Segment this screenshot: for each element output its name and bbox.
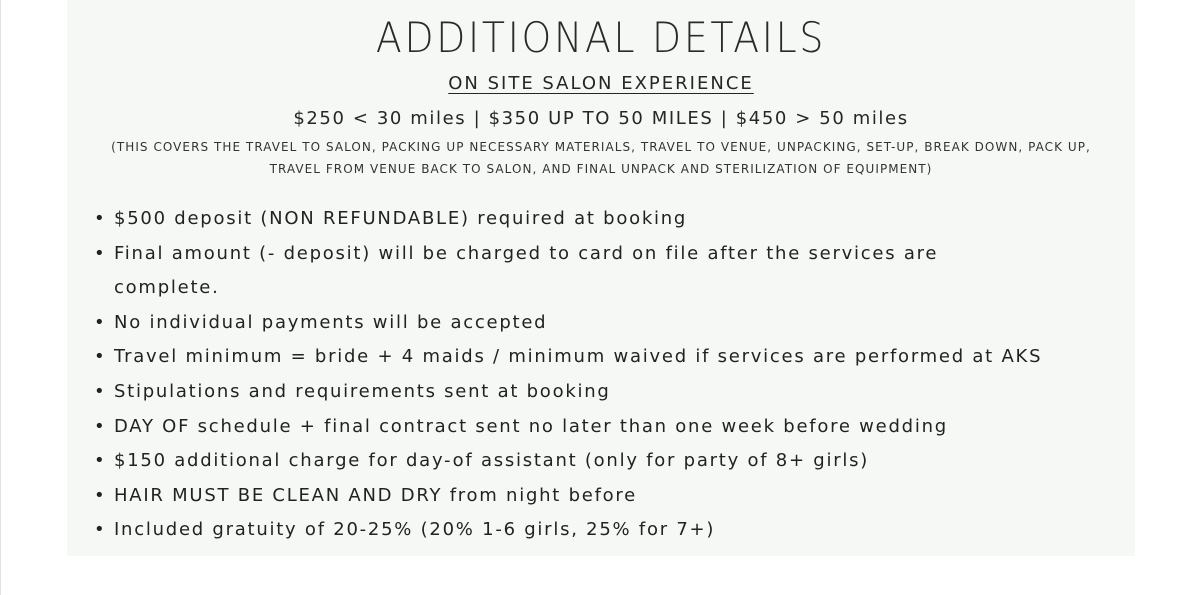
list-item-continuation [91, 271, 1131, 306]
pricing-note-line-1: (THIS COVERS THE TRAVEL TO SALON, PACKING UP NECESSARY MATERIALS, TRAVEL TO VENUE, UNPACKING, SET-UP, BREAK DOWN, PACK UP, [111, 140, 1091, 154]
list-item-text: Included gratuity of 20-25% (20% 1-6 girls, 25% for 7+) [114, 519, 716, 541]
bullet-icon: • [94, 415, 107, 437]
list-item [91, 237, 1131, 272]
details-card [67, 0, 1135, 556]
list-item [91, 479, 1131, 514]
travel-pricing: $250 < 30 miles | $350 UP TO 50 MILES | $450 > 50 miles [293, 108, 909, 129]
bullet-icon: • [94, 484, 107, 506]
pricing-note-line-2: TRAVEL FROM VENUE BACK TO SALON, AND FINAL UNPACK AND STERILIZATION OF EQUIPMENT) [269, 162, 933, 176]
list-item [91, 306, 1131, 341]
bullet-icon: • [94, 380, 107, 402]
list-item-text: $500 deposit (NON REFUNDABLE) required at booking [114, 208, 688, 229]
list-item [91, 410, 1131, 445]
details-list [91, 202, 1131, 548]
list-item-text: HAIR MUST BE CLEAN AND DRY from night before [114, 484, 638, 506]
list-item-text: DAY OF schedule + final contract sent no later than one week before wedding [114, 415, 948, 437]
pricing-note [83, 136, 1119, 180]
list-item-text: Stipulations and requirements sent at booking [114, 380, 611, 402]
bullet-icon: • [94, 242, 107, 264]
list-item-text: Final amount (- deposit) will be charged to card on file after the services are [114, 242, 939, 264]
list-item-text: $150 additional charge for day-of assistant (only for party of 8+ girls) [114, 450, 870, 472]
bullet-icon: • [94, 519, 107, 541]
list-item [91, 375, 1131, 410]
bullet-icon: • [94, 311, 107, 333]
list-item [91, 513, 1131, 548]
list-item-text: Travel minimum = bride + 4 maids / minimum waived if services are performed at AKS [114, 346, 1043, 368]
list-item [91, 202, 1131, 237]
bullet-icon: • [94, 450, 107, 472]
list-item-text: complete. [114, 277, 220, 299]
bullet-icon: • [94, 346, 107, 368]
bullet-icon: • [94, 208, 107, 229]
list-item [91, 340, 1131, 375]
list-item [91, 444, 1131, 479]
list-item-text: No individual payments will be accepted [114, 311, 548, 333]
section-subtitle: ON SITE SALON EXPERIENCE [448, 73, 754, 94]
page-title: ADDITIONAL DETAILS [375, 13, 827, 62]
